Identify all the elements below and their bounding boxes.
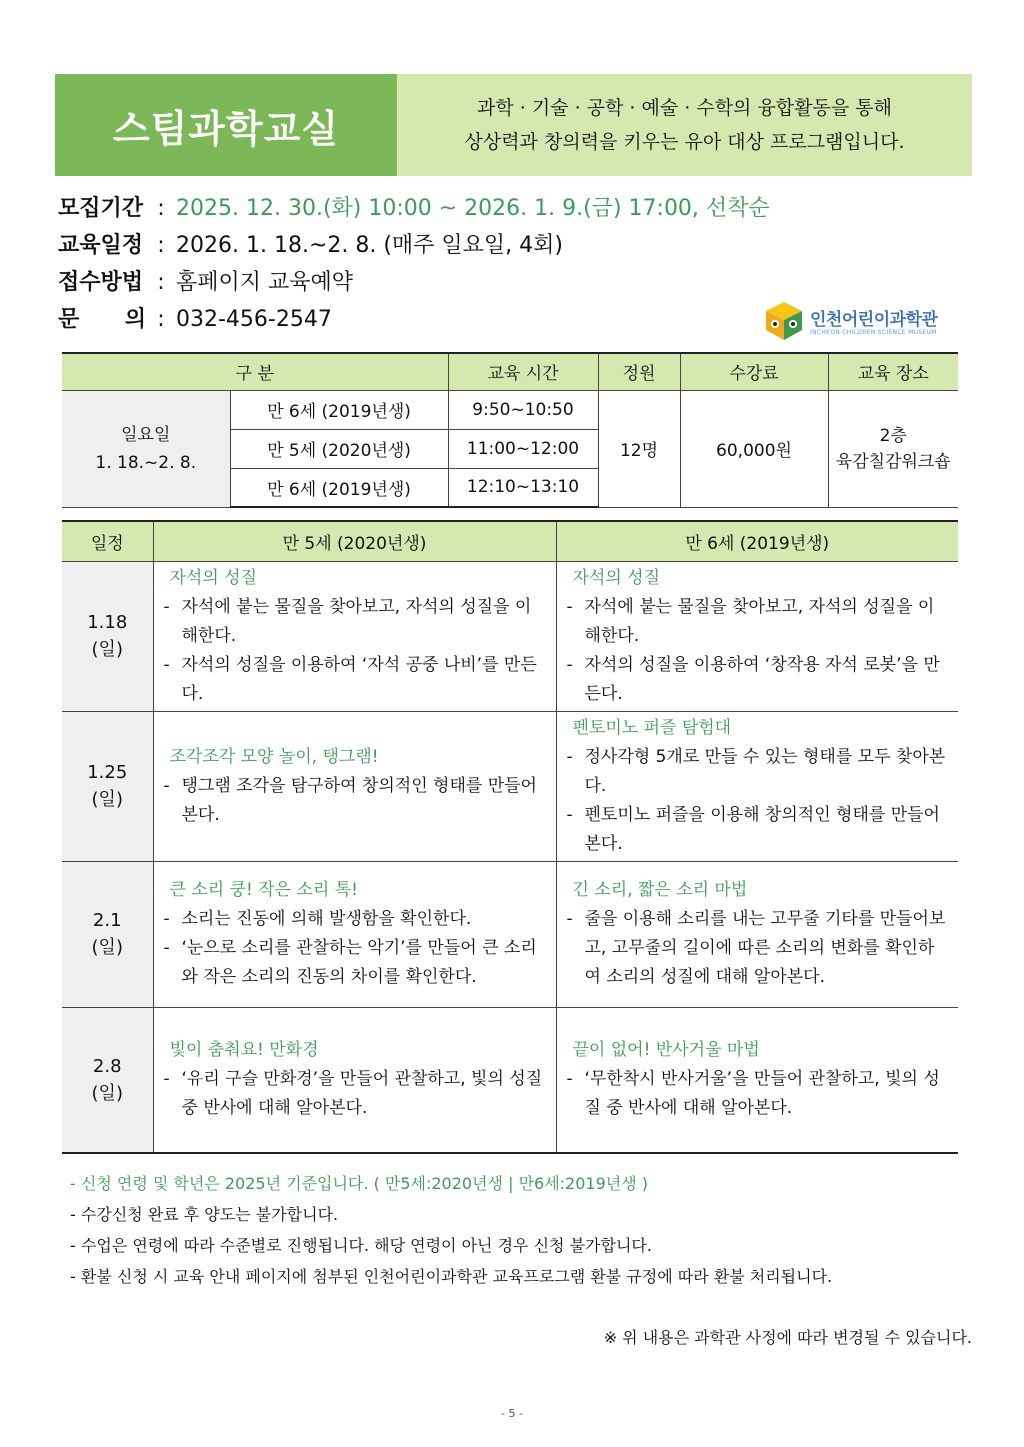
header-desc-line1: 과학 · 기술 · 공학 · 예술 · 수학의 융합활동을 통해 (477, 97, 892, 119)
museum-logo (762, 296, 958, 344)
place-cell (828, 390, 958, 507)
inquiry-label: 문 의 (58, 307, 146, 332)
activity-item (164, 905, 546, 934)
activity-item (567, 593, 949, 651)
capacity-cell: 12명 (598, 390, 680, 507)
activity-topic: 조각조각 모양 놀이, 탱그램! (169, 746, 379, 767)
activity-item (164, 1065, 546, 1123)
activity-item (164, 934, 546, 992)
class-schedule-table (62, 352, 958, 508)
activity-topic: 긴 소리, 짧은 소리 마법 (572, 880, 748, 900)
note-item: - 신청 연령 및 학년은 2025년 기준입니다. ( 만5세:2020년생 | 만6세:2019년생 ) (70, 1174, 649, 1193)
activity-topic: 끝이 없어! 반사거울 마법 (572, 1040, 760, 1061)
day-cell (62, 390, 230, 507)
date-value: 1.25 (87, 762, 128, 783)
activity-topic: 빛이 춤춰요! 만화경 (169, 1040, 319, 1061)
cube-logo-icon (762, 298, 806, 342)
note-item: - 환불 신청 시 교육 안내 페이지에 첨부된 인천어린이과학관 교육프로그램 환불 규정에 따라 환불 처리됩니다. (70, 1267, 833, 1286)
page-header (55, 74, 972, 176)
dash-bullet: - (566, 654, 573, 675)
weekday-value: (일) (91, 1082, 123, 1104)
table-row (62, 390, 958, 429)
header-age6: 만 6세 (2019년생) (556, 521, 958, 561)
age5-content-cell (153, 1007, 556, 1153)
age5-content-cell (153, 861, 556, 1007)
table-row (62, 561, 958, 711)
dash-bullet: - (163, 938, 170, 958)
activity-item-text: ‘눈으로 소리를 관찰하는 악기’를 만들어 큰 소리와 작은 소리의 진동의 차이를 확인한다. (181, 938, 537, 987)
logo-subtitle: INCHEON CHILDREN SCIENCE MUSEUM (810, 328, 937, 336)
activity-item-text: 줄을 이용해 소리를 내는 고무줄 기타를 만들어보고, 고무줄의 길이에 따른 소리의 변화를 확인하여 소리의 성질에 대해 알아본다. (584, 909, 946, 987)
weekday-value: (일) (91, 639, 123, 660)
header-category: 구 분 (62, 353, 448, 390)
schedule-value: 2026. 1. 18.~2. 8. (매주 일요일, 4회) (176, 233, 564, 258)
weekday-value: (일) (91, 789, 123, 810)
age-cell: 만 5세 (2020년생) (230, 429, 448, 468)
header-time: 교육 시간 (448, 353, 598, 390)
colon: : (157, 233, 165, 258)
activity-item-text: 자석에 붙는 물질을 찾아보고, 자석의 성질을 이해한다. (584, 596, 935, 646)
time-cell: 9:50~10:50 (448, 390, 598, 429)
info-method-row (58, 264, 770, 301)
activity-item (567, 905, 949, 992)
activity-item-text: 정사각형 5개로 만들 수 있는 형태를 모두 찾아본다. (584, 746, 946, 796)
method-label: 접수방법 (58, 270, 144, 295)
activity-topic: 자석의 성질 (169, 567, 258, 588)
activity-item (567, 1065, 949, 1123)
fee-cell: 60,000원 (680, 390, 828, 507)
activity-item (567, 651, 949, 709)
activity-item-text: 자석에 붙는 물질을 찾아보고, 자석의 성질을 이해한다. (181, 596, 532, 646)
page-number: - 5 - (501, 1407, 523, 1420)
header-desc-line2: 상상력과 창의력을 키우는 유아 대상 프로그램입니다. (464, 131, 905, 153)
info-schedule-row (58, 227, 770, 264)
header-age5: 만 5세 (2020년생) (153, 521, 556, 561)
activity-item-text: 소리는 진동에 의해 발생함을 확인한다. (181, 909, 472, 929)
colon: : (157, 307, 165, 332)
change-remark: ※ 위 내용은 과학관 사정에 따라 변경될 수 있습니다. (603, 1328, 972, 1347)
dash-bullet: - (566, 909, 573, 929)
logo-text (810, 305, 937, 336)
activity-item (567, 801, 949, 859)
program-info (58, 190, 770, 338)
activity-topic: 자석의 성질 (572, 567, 661, 588)
age5-content-cell (153, 711, 556, 861)
table-row (62, 1007, 958, 1153)
activity-item-text: 펜토미노 퍼즐을 이용해 창의적인 형태를 만들어본다. (584, 804, 940, 854)
activity-item-text: ‘유리 구슬 만화경’을 만들어 관찰하고, 빛의 성질 중 반사에 대해 알아본다. (181, 1069, 543, 1119)
age6-content-cell (556, 1007, 958, 1153)
logo-name: 인천어린이과학관 (810, 309, 938, 330)
recruit-value: 2025. 12. 30.(화) 10:00 ~ 2026. 1. 9.(금) 17:00, 선착순 (176, 196, 770, 221)
age-cell: 만 6세 (2019년생) (230, 468, 448, 507)
schedule-label: 교육일정 (58, 233, 144, 258)
date-value: 1.18 (87, 612, 128, 633)
activity-item (164, 651, 546, 709)
recruit-label: 모집기간 (58, 196, 144, 221)
date-cell (62, 561, 153, 711)
time-cell: 12:10~13:10 (448, 468, 598, 507)
place-floor: 2층 (879, 425, 907, 446)
day-range: 1. 18.~2. 8. (95, 452, 197, 473)
header-description (397, 74, 972, 176)
activity-item (164, 772, 546, 830)
header-fee: 수강료 (680, 353, 828, 390)
table-header-row (62, 353, 958, 390)
notes-list (70, 1168, 832, 1292)
day-label: 일요일 (121, 424, 171, 445)
place-room: 육감칠감워크숍 (835, 451, 951, 472)
dash-bullet: - (163, 596, 170, 617)
activity-item-text: ‘무한착시 반사거울’을 만들어 관찰하고, 빛의 성질 중 반사에 대해 알아본다. (584, 1069, 940, 1119)
info-recruit-row (58, 190, 770, 227)
age6-content-cell (556, 561, 958, 711)
table-row (62, 861, 958, 1007)
weekday-value: (일) (91, 937, 123, 958)
dash-bullet: - (163, 909, 170, 929)
date-cell (62, 861, 153, 1007)
age-cell: 만 6세 (2019년생) (230, 390, 448, 429)
dash-bullet: - (566, 804, 573, 825)
table-header-row (62, 521, 958, 561)
curriculum-table (62, 520, 958, 1154)
note-item: - 수강신청 완료 후 양도는 불가합니다. (70, 1205, 339, 1224)
dash-bullet: - (163, 775, 170, 796)
header-capacity: 정원 (598, 353, 680, 390)
age6-content-cell (556, 861, 958, 1007)
activity-item-text: 자석의 성질을 이용하여 ‘창작용 자석 로봇’을 만든다. (584, 654, 940, 704)
note-item: - 수업은 연령에 따라 수준별로 진행됩니다. 해당 연령이 아닌 경우 신청 불가합니다. (70, 1236, 652, 1255)
date-cell (62, 711, 153, 861)
page-title: 스팀과학교실 (55, 74, 397, 176)
date-value: 2.1 (92, 910, 122, 931)
dash-bullet: - (163, 654, 170, 675)
inquiry-value: 032-456-2547 (176, 307, 332, 332)
date-value: 2.8 (92, 1055, 122, 1077)
time-cell: 11:00~12:00 (448, 429, 598, 468)
header-place: 교육 장소 (828, 353, 958, 390)
method-value: 홈페이지 교육예약 (176, 270, 354, 295)
activity-topic: 펜토미노 퍼즐 탐험대 (572, 717, 732, 738)
age6-content-cell (556, 711, 958, 861)
activity-item (164, 593, 546, 651)
age5-content-cell (153, 561, 556, 711)
activity-topic: 큰 소리 쿵! 작은 소리 톡! (169, 880, 358, 900)
dash-bullet: - (566, 1069, 573, 1090)
table-row (62, 711, 958, 861)
dash-bullet: - (163, 1069, 170, 1090)
header-date: 일정 (62, 521, 153, 561)
date-cell (62, 1007, 153, 1153)
info-inquiry-row (58, 301, 770, 338)
activity-item-text: 자석의 성질을 이용하여 ‘자석 공중 나비’를 만든다. (181, 654, 537, 704)
activity-item-text: 탱그램 조각을 탐구하여 창의적인 형태를 만들어본다. (181, 775, 537, 825)
dash-bullet: - (566, 746, 573, 767)
dash-bullet: - (566, 596, 573, 617)
activity-item (567, 743, 949, 801)
colon: : (157, 270, 165, 295)
colon: : (157, 196, 165, 221)
